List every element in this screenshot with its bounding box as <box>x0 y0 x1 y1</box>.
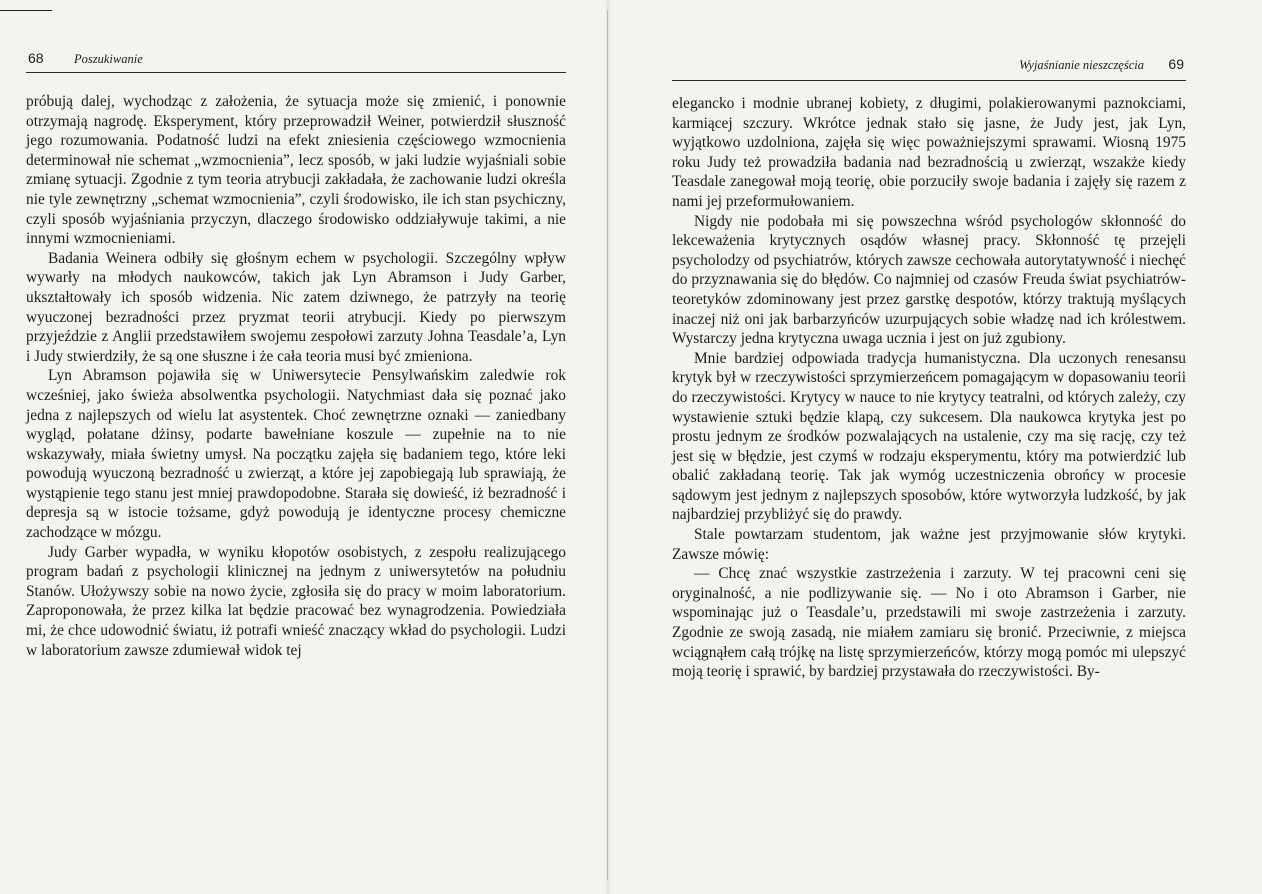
left-page-header <box>26 48 566 70</box>
paragraph: Nigdy nie podobała mi się powszechna wśród psychologów skłonność do lekceważenia krytycznych osądów własnej pracy. Skłonność tę przejęli psycholodzy od psychiatrów, których zawsze cechowała autorytatywność i niechęć do przyznawania się do błędów. Co najmniej od czasów Freuda świat psychiatrów-teoretyków zdominowany jest przez garstkę despotów, którzy traktują myślących inaczej niż oni jak barbarzyńców uzurpujących sobie władzę nad ich królestwem. Wystarczy jedna krytyczna uwaga ucznia i jest on już zgubiony. <box>672 212 1186 348</box>
paragraph: Lyn Abramson pojawiła się w Uniwersytecie Pensylwańskim zaledwie rok wcześniej, jako świeża absolwentka psychologii. Natychmiast dała się poznać jako jedna z najlepszych od wielu lat asystentek. Choć zewnętrzne oznaki — zaniedbany wygląd, połatane dżinsy, podarte bawełniane koszule — zupełnie na to nie wskazywały, miała świetny umysł. Na początku zajęła się badaniem tego, które leki powodują wyuczoną bezradność u zwierząt, a które jej zapobiegają lub sprawiają, że wystąpienie tego stanu jest mniej prawdopodobne. Starała się dowieść, iż bezradność i depresja są w istocie tożsame, gdyż powodują je identyczne procesy chemiczne zachodzące w mózgu. <box>26 367 566 542</box>
paragraph: Badania Weinera odbiły się głośnym echem w psychologii. Szczególny wpływ wywarły na młodych naukowców, takich jak Lyn Abramson i Judy Garber, ukształtowały ich sposób widzenia. Nic zatem dziwnego, że patrzyły na teorię wyuczonej bezradności przez pryzmat teorii atrybucji. Kiedy po pierwszym przyjeździe z Anglii przedstawiłem swojemu zespołowi zarzuty Johna Teasdale’a, Lyn i Judy stwierdziły, że są one słuszne i że cała teoria musi być zmieniona. <box>26 249 566 365</box>
right-page-header <box>672 48 1186 70</box>
right-page <box>672 0 1186 894</box>
paragraph: elegancko i modnie ubranej kobiety, z długimi, polakierowanymi paznokciami, karmiącej szczury. Wkrótce jednak stało się jasne, że Judy jest, jak Lyn, wyjątkowo uzdolniona, zajęła się więc poważniejszymi sprawami. Wiosną 1975 roku Judy też prowadziła badania nad bezradnością u zwierząt, wszakże kiedy Teasdale zanegował moją teorię, obie porzuciły swoje badania i zajęły się razem z nami jej przeformułowaniem. <box>672 95 1186 210</box>
right-page-number: 69 <box>1168 56 1184 72</box>
right-page-body <box>672 94 1186 682</box>
paragraph: Mnie bardziej odpowiada tradycja humanistyczna. Dla uczonych renesansu krytyk był w rzeczywistości sprzymierzeńcem pomagającym w dopasowaniu teorii do rzeczywistości. Krytycy w nauce to nie krytycy teatralni, od których zależy, czy wystawienie sztuki będzie klapą, czy sukcesem. Dla naukowca krytyka jest po prostu jednym ze środków pozwalających na ustalenie, czy ma się rację, czy też jest się w błędzie, jest czymś w rodzaju eksperymentu, który ma potwierdzić lub obalić zakładaną teorię. Tak jak wymóg uczestniczenia obrońcy w procesie sądowym jest jednym z najlepszych sposobów, które wytworzyła ludzkość, by jak najbardziej przybliżyć się do prawdy. <box>672 349 1186 524</box>
left-header-rule <box>26 72 566 73</box>
paragraph: — Chcę znać wszystkie zastrzeżenia i zarzuty. W tej pracowni ceni się oryginalność, a nie podlizywanie się. — No i oto Abramson i Garber, nie wspominając już o Teasdale’u, przedstawili mi swoje zastrzeżenia i zarzuty. Zgodnie ze swoją zasadą, nie miałem zamiaru się bronić. Przeciwnie, z miejsca wciągnąłem całą trójkę na listę sprzymierzeńców, którzy mogą pomóc mi ulepszyć moją teorię i sprawić, by bardziej przystawała do rzeczywistości. By- <box>672 565 1186 681</box>
paragraph: próbują dalej, wychodząc z założenia, że sytuacja może się zmienić, i ponownie otrzymają nagrodę. Eksperyment, który przeprowadził Weiner, potwierdził słuszność jego rozumowania. Podatność ludzi na efekt zniesienia częściowego wzmocnienia determinował nie schemat „wzmocnienia”, lecz sposób, w jaki ludzie wyjaśniali sobie zmianę sytuacji. Zgodnie z tym teoria atrybucji zakładała, że zachowanie ludzi określa nie tyle zewnętrzny „schemat wzmocnienia”, czyli środowisko, ile ich stan psychiczny, czyli sposób wyjaśniania przyczyn, dlaczego środowisko oddziaływuje takimi, a nie innymi wzmocnieniami. <box>26 93 566 248</box>
left-page <box>26 0 566 894</box>
left-page-number: 68 <box>28 50 44 66</box>
left-running-head: Poszukiwanie <box>74 52 143 66</box>
book-gutter-line <box>607 10 608 880</box>
paragraph: Stale powtarzam studentom, jak ważne jest przyjmowanie słów krytyki. Zawsze mówię: <box>672 526 1186 563</box>
right-header-rule <box>672 80 1186 81</box>
right-running-head: Wyjaśnianie nieszczęścia <box>1019 58 1144 72</box>
book-gutter-shadow <box>605 0 611 894</box>
paragraph: Judy Garber wypadła, w wyniku kłopotów osobistych, z zespołu realizującego program badań z psychologii klinicznej na jednym z uniwersytetów na południu Stanów. Ułożywszy sobie na nowo życie, zgłosiła się do pracy w moim laboratorium. Zaproponowała, że przez kilka lat będzie pracować bez wynagrodzenia. Powiedziała mi, że chce udowodnić światu, iż potrafi wnieść znaczący wkład do psychologii. Ludzi w laboratorium zawsze zdumiewał widok tej <box>26 543 566 659</box>
left-page-body <box>26 92 566 660</box>
